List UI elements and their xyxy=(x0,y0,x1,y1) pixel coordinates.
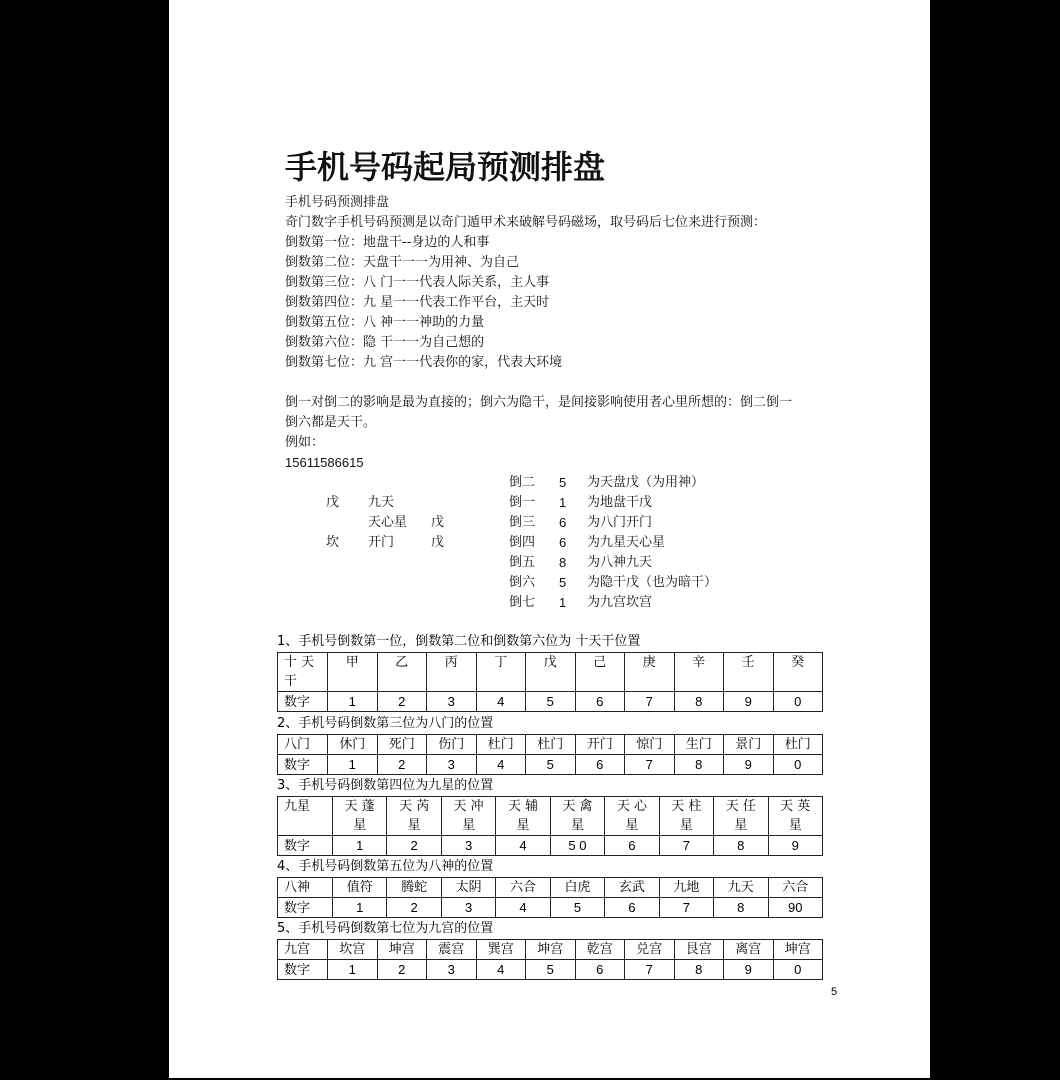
table-caption: 3、手机号码倒数第四位为九星的位置 xyxy=(277,778,494,793)
table-cell: 0 xyxy=(773,692,823,712)
explanation-cell: 为地盘干戊 xyxy=(587,495,653,510)
example-label: 例如： xyxy=(285,435,325,450)
table-caption: 4、手机号码倒数第五位为八神的位置 xyxy=(277,859,494,874)
table-cell: 辛 xyxy=(674,653,724,692)
chart-cell: 戊 xyxy=(431,515,445,530)
table-cell: 3 xyxy=(427,692,477,712)
explanation-row xyxy=(509,593,787,613)
table-cell: 7 xyxy=(625,692,675,712)
table-cell: 死门 xyxy=(377,735,427,755)
table-cell: 7 xyxy=(625,960,675,980)
explanation-cell: 倒三 xyxy=(509,515,536,530)
table-cell: 2 xyxy=(377,692,427,712)
intro-line: 倒数第二位：天盘干一一为用神、为自己 xyxy=(285,255,520,270)
note-line: 倒一对倒二的影响是最为直接的；倒六为隐干，是间接影响使用者心里所想的：倒二倒一 xyxy=(285,395,793,410)
table-cell: 开门 xyxy=(575,735,625,755)
table-cell: 5 xyxy=(526,755,576,775)
table-cell: 数字 xyxy=(278,836,333,856)
table-cell: 甲 xyxy=(328,653,378,692)
table-cell: 8 xyxy=(714,836,768,856)
table-cell: 数字 xyxy=(278,960,328,980)
table-cell: 3 xyxy=(427,755,477,775)
table-cell: 7 xyxy=(659,836,713,856)
table-cell: 5 xyxy=(526,960,576,980)
table-row xyxy=(278,898,823,918)
table-cell: 1 xyxy=(328,692,378,712)
table-cell: 8 xyxy=(674,755,724,775)
table-cell: 数字 xyxy=(278,898,333,918)
intro-line: 倒数第七位：九 宫一一代表你的家，代表大环境 xyxy=(285,355,563,370)
table-row xyxy=(278,836,823,856)
explanation-cell: 倒七 xyxy=(509,595,536,610)
table-cell: 值符 xyxy=(333,878,387,898)
explanation-cell: 6 xyxy=(559,535,567,550)
table-cell: 庚 xyxy=(625,653,675,692)
explanation-cell: 6 xyxy=(559,515,567,530)
table-cell: 6 xyxy=(575,692,625,712)
table-row xyxy=(278,960,823,980)
explanation-cell: 倒四 xyxy=(509,535,536,550)
lookup-table-2 xyxy=(277,734,823,775)
table-cell: 丙 xyxy=(427,653,477,692)
explanation-cell: 为九星天心星 xyxy=(587,535,666,550)
explanation-row xyxy=(509,533,787,553)
table-cell: 杜门 xyxy=(476,735,526,755)
note-line: 倒六都是天干。 xyxy=(285,415,377,430)
table-cell: 己 xyxy=(575,653,625,692)
table-cell: 3 xyxy=(427,960,477,980)
lookup-table-3 xyxy=(277,796,823,856)
explanation-cell: 倒五 xyxy=(509,555,536,570)
table-cell: 九宫 xyxy=(278,940,328,960)
chart-cell: 开门 xyxy=(368,535,395,550)
table-cell: 4 xyxy=(476,960,526,980)
example-number: 15611586615 xyxy=(285,455,364,470)
table-cell: 4 xyxy=(496,836,550,856)
table-cell: 六合 xyxy=(496,878,550,898)
explanation-row xyxy=(509,473,787,493)
note-text xyxy=(285,393,792,433)
table-cell: 九星 xyxy=(278,797,333,836)
table-cell: 九地 xyxy=(659,878,713,898)
table-cell: 生门 xyxy=(674,735,724,755)
chart-grid xyxy=(326,493,471,553)
chart-row xyxy=(326,513,471,533)
explanation-cell: 为九宫坎宫 xyxy=(587,595,653,610)
table-cell: 0 xyxy=(773,755,823,775)
table-cell: 戊 xyxy=(526,653,576,692)
table-cell: 天 禽 星 xyxy=(550,797,604,836)
intro-line: 倒数第一位：地盘干--身边的人和事 xyxy=(285,235,490,250)
table-cell: 7 xyxy=(625,755,675,775)
lookup-table-5 xyxy=(277,939,823,980)
explanation-cell: 为隐干戊（也为暗干） xyxy=(587,575,718,590)
table-cell: 杜门 xyxy=(773,735,823,755)
table-cell: 8 xyxy=(714,898,768,918)
table-cell: 4 xyxy=(476,692,526,712)
page-title: 手机号码起局预测排盘 xyxy=(285,148,606,186)
table-cell: 8 xyxy=(674,692,724,712)
table-cell: 2 xyxy=(377,960,427,980)
table-row xyxy=(278,735,823,755)
table-cell: 兑宫 xyxy=(625,940,675,960)
intro-text xyxy=(285,193,766,373)
explanation-cell: 为天盘戊（为用神） xyxy=(587,475,705,490)
table-cell: 2 xyxy=(387,836,441,856)
chart-row xyxy=(326,493,471,513)
table-row xyxy=(278,878,823,898)
chart-cell: 戊 xyxy=(326,495,340,510)
table-cell: 9 xyxy=(724,692,774,712)
intro-line: 奇门数字手机号码预测是以奇门遁甲术来破解号码磁场，取号码后七位来进行预测： xyxy=(285,215,767,230)
table-row xyxy=(278,692,823,712)
table-cell: 5 0 xyxy=(550,836,604,856)
intro-line: 倒数第五位：八 神一一神助的力量 xyxy=(285,315,485,330)
table-cell: 2 xyxy=(387,898,441,918)
table-cell: 3 xyxy=(441,836,495,856)
table-cell: 休门 xyxy=(328,735,378,755)
explanation-cell: 1 xyxy=(559,595,567,610)
table-cell: 4 xyxy=(496,898,550,918)
intro-line: 倒数第六位：隐 干一一为自己想的 xyxy=(285,335,485,350)
table-cell: 6 xyxy=(575,960,625,980)
table-cell: 天 任 星 xyxy=(714,797,768,836)
table-cell: 天 辅 星 xyxy=(496,797,550,836)
explanation-cell: 倒二 xyxy=(509,475,536,490)
chart-cell: 戊 xyxy=(431,535,445,550)
table-cell: 9 xyxy=(768,836,822,856)
table-cell: 4 xyxy=(476,755,526,775)
table-caption: 2、手机号码倒数第三位为八门的位置 xyxy=(277,716,494,731)
table-cell: 1 xyxy=(333,836,387,856)
chart-row xyxy=(326,533,471,553)
table-cell: 九天 xyxy=(714,878,768,898)
table-row xyxy=(278,755,823,775)
table-cell: 八门 xyxy=(278,735,328,755)
table-cell: 丁 xyxy=(476,653,526,692)
table-cell: 7 xyxy=(659,898,713,918)
table-cell: 1 xyxy=(333,898,387,918)
explanation-list xyxy=(509,473,787,613)
table-row xyxy=(278,653,823,692)
table-cell: 2 xyxy=(377,755,427,775)
table-cell: 坤宫 xyxy=(773,940,823,960)
document-page xyxy=(169,0,930,1078)
intro-line: 倒数第四位：九 星一一代表工作平台，主天时 xyxy=(285,295,550,310)
explanation-cell: 8 xyxy=(559,555,567,570)
table-cell: 坤宫 xyxy=(526,940,576,960)
table-cell: 八神 xyxy=(278,878,333,898)
table-cell: 9 xyxy=(724,755,774,775)
table-cell: 离宫 xyxy=(724,940,774,960)
explanation-cell: 5 xyxy=(559,475,567,490)
table-cell: 数字 xyxy=(278,692,328,712)
table-cell: 数字 xyxy=(278,755,328,775)
page-number: 5 xyxy=(831,986,838,998)
table-caption: 5、手机号码倒数第七位为九宫的位置 xyxy=(277,921,494,936)
chart-cell xyxy=(431,493,471,513)
table-cell: 9 xyxy=(724,960,774,980)
table-cell: 震宫 xyxy=(427,940,477,960)
explanation-row xyxy=(509,573,787,593)
table-cell: 十 天 干 xyxy=(278,653,328,692)
table-cell: 六合 xyxy=(768,878,822,898)
table-cell: 天 柱 星 xyxy=(659,797,713,836)
table-cell: 乙 xyxy=(377,653,427,692)
table-cell: 8 xyxy=(674,960,724,980)
explanation-cell: 倒六 xyxy=(509,575,536,590)
table-cell: 0 xyxy=(773,960,823,980)
table-cell: 壬 xyxy=(724,653,774,692)
table-cell: 1 xyxy=(328,755,378,775)
table-cell: 天 心 星 xyxy=(605,797,659,836)
explanation-row xyxy=(509,553,787,573)
explanation-cell: 5 xyxy=(559,575,567,590)
table-cell: 伤门 xyxy=(427,735,477,755)
table-cell: 景门 xyxy=(724,735,774,755)
chart-cell: 坎 xyxy=(326,535,340,550)
chart-cell: 天心星 xyxy=(368,515,408,530)
table-cell: 5 xyxy=(550,898,604,918)
chart-cell xyxy=(326,513,368,533)
table-cell: 6 xyxy=(605,898,659,918)
table-cell: 3 xyxy=(441,898,495,918)
table-cell: 艮宫 xyxy=(674,940,724,960)
table-cell: 90 xyxy=(768,898,822,918)
table-row xyxy=(278,940,823,960)
table-cell: 杜门 xyxy=(526,735,576,755)
table-cell: 天 英 星 xyxy=(768,797,822,836)
table-cell: 坤宫 xyxy=(377,940,427,960)
lookup-table-1 xyxy=(277,652,823,712)
chart-cell: 九天 xyxy=(368,495,395,510)
table-cell: 天 芮 星 xyxy=(387,797,441,836)
table-cell: 玄武 xyxy=(605,878,659,898)
table-cell: 癸 xyxy=(773,653,823,692)
explanation-cell: 1 xyxy=(559,495,567,510)
explanation-row xyxy=(509,513,787,533)
table-cell: 太阴 xyxy=(441,878,495,898)
table-caption: 1、手机号倒数第一位，倒数第二位和倒数第六位为 十天干位置 xyxy=(277,634,641,649)
table-cell: 巽宫 xyxy=(476,940,526,960)
explanation-cell: 为八神九天 xyxy=(587,555,653,570)
table-row xyxy=(278,797,823,836)
table-cell: 惊门 xyxy=(625,735,675,755)
table-cell: 坎宫 xyxy=(328,940,378,960)
table-cell: 天 冲 星 xyxy=(441,797,495,836)
table-cell: 6 xyxy=(605,836,659,856)
lookup-table-4 xyxy=(277,877,823,918)
table-cell: 6 xyxy=(575,755,625,775)
table-cell: 白虎 xyxy=(550,878,604,898)
table-cell: 5 xyxy=(526,692,576,712)
table-cell: 腾蛇 xyxy=(387,878,441,898)
explanation-cell: 为八门开门 xyxy=(587,515,653,530)
intro-line: 手机号码预测排盘 xyxy=(285,195,390,210)
table-cell: 天 蓬 星 xyxy=(333,797,387,836)
table-cell: 乾宫 xyxy=(575,940,625,960)
intro-line: 倒数第三位：八 门一一代表人际关系，主人事 xyxy=(285,275,550,290)
explanation-cell: 倒一 xyxy=(509,495,536,510)
table-cell: 1 xyxy=(328,960,378,980)
explanation-row xyxy=(509,493,787,513)
